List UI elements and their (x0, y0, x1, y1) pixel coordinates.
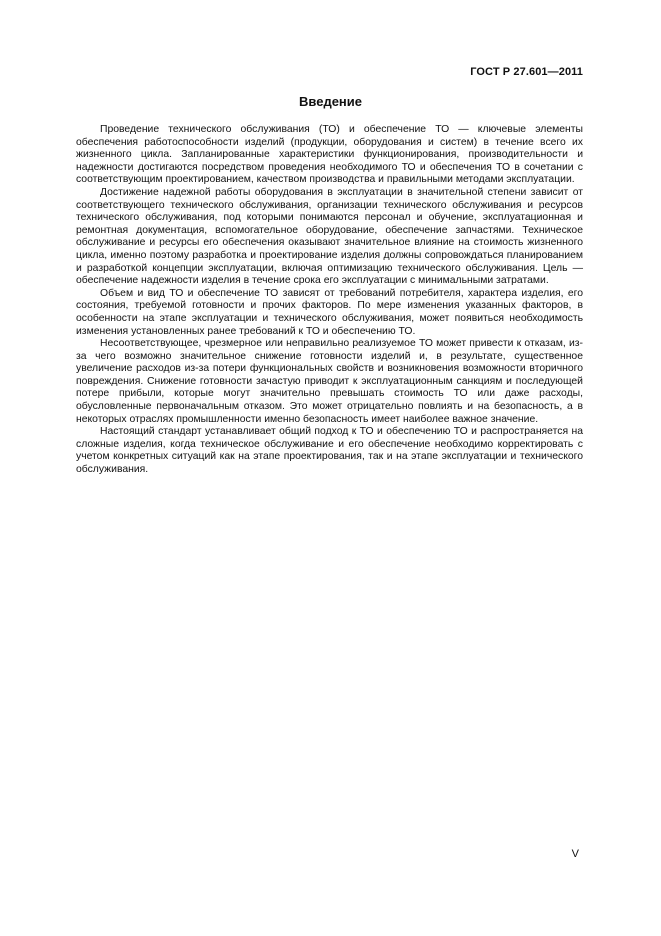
paragraph-5: Настоящий стандарт устанавливает общий подход к ТО и обеспечению ТО и распространяется на сложные изделия, когда техническое обслуживание и его обеспечение необходимо корректировать с учетом конкретных ситуаций как на этапе проектирования, так и на этапе эксплуатации и технического обслуживания. (76, 426, 583, 476)
document-code: ГОСТ Р 27.601—2011 (470, 66, 583, 78)
paragraph-4: Несоответствующее, чрезмерное или неправильно реализуемое ТО может привести к отказам, из-за чего возможно значительное снижение готовности изделий и, в результате, существенное увеличение расходов из-за потери функциональных свойств и возникновения возможности вторичного повреждения. Снижение готовности зачастую приводит к эксплуатационным санкциям и последующей потере прибыли, которые могут значительно превышать стоимость ТО или даже расходы, обусловленные первоначальным отказом. Это может отрицательно повлиять и на безопасность, а в некоторых отраслях промышленности именно безопасность имеет наиболее важное значение. (76, 338, 583, 425)
section-title: Введение (299, 94, 362, 109)
paragraph-3: Объем и вид ТО и обеспечение ТО зависят от требований потребителя, характера изделия, его состояния, требуемой готовности и прочих факторов. По мере изменения указанных факторов, в особенности на этапе эксплуатации и технического обслуживания, может появиться необходимость изменения установленных ранее требований к ТО и обеспечению ТО. (76, 287, 583, 337)
page-number: V (571, 848, 579, 860)
paragraph-1: Проведение технического обслуживания (ТО) и обеспечение ТО — ключевые элементы обеспечения работоспособности изделий (продукции, оборудования и систем) в течение всего их жизненного цикла. Запланированные характеристики функционирования, производительности и надежности достигаются посредством проведения необходимого ТО и обеспечения ТО в сочетании с соответствующим проектированием, качеством производства и правильными методами эксплуатации. (76, 124, 583, 186)
paragraph-2: Достижение надежной работы оборудования в эксплуатации в значительной степени зависит от соответствующего технического обслуживания, организации технического обслуживания и ресурсов технического обслуживания, под которыми понимаются персонал и обучение, эксплуатационная и ремонтная документация, вспомогательное оборудование, обеспечение запчастями. Техническое обслуживание и ресурсы его обеспечения оказывают значительное влияние на стоимость жизненного цикла, именно поэтому разработка и проектирование изделия должны сопровождаться планированием и разработкой концепции эксплуатации, включая оптимизацию технического обслуживания. Цель — обеспечение надежности изделия в течение срока его эксплуатации с минимальными затратами. (76, 186, 583, 287)
section-body (76, 124, 583, 477)
